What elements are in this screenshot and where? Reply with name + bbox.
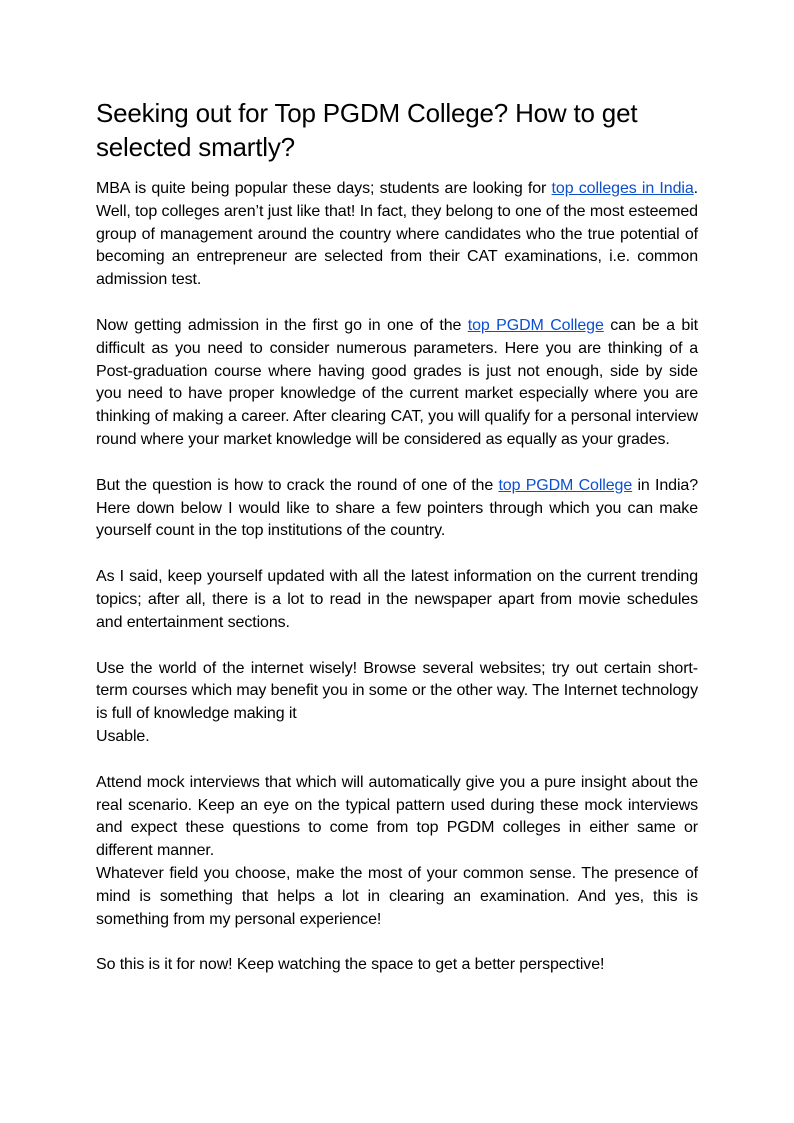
paragraph-intro-text-before: MBA is quite being popular these days; students are looking for (96, 180, 552, 197)
paragraph-internet (96, 658, 698, 749)
paragraph-admission-text-after: can be a bit difficult as you need to consider numerous parameters. Here you are thinking of a Post-graduation course where having good grades is just not enough, side by side you need to have proper knowledge of the current market especially where you are thinking of making a career. After clearing CAT, you will qualify for a personal interview round where your market knowledge will be considered as equally as your grades. (96, 316, 699, 448)
paragraph-updated: As I said, keep yourself updated with all the latest information on the current trending topics; after all, there is a lot to read in the newspaper apart from movie schedules and entertainment sections. (96, 568, 698, 631)
paragraph-admission (96, 315, 698, 452)
paragraph-mock-interviews: Attend mock interviews that which will automatically give you a pure insight about the real scenario. Keep an eye on the typical pattern used during these mock interviews and expect these questions to come from top PGDM colleges in either same or different manner. (96, 773, 698, 860)
top-pgdm-college-link[interactable]: top PGDM College (467, 316, 604, 334)
paragraph-admission-text-before: Now getting admission in the first go in one of the (96, 316, 468, 334)
paragraph-internet-line-2: Usable. (96, 727, 150, 745)
paragraph-closing: So this is it for now! Keep watching the space to get a better perspective! (96, 956, 605, 974)
page-title: Seeking out for Top PGDM College? How to get selected smartly? (96, 98, 638, 162)
paragraph-question-text-after: in India? Here down below I would like to share a few pointers through which you can make yourself count in the top institutions of the country. (96, 476, 698, 540)
paragraph-intro (96, 178, 698, 292)
paragraph-common-sense: Whatever field you choose, make the most of your common sense. The presence of mind is something that helps a lot in clearing an examination. And yes, this is something from my personal experience! (96, 864, 698, 928)
top-colleges-in-india-link[interactable]: top colleges in India (551, 180, 694, 197)
paragraph-internet-line-1: Use the world of the internet wisely! Browse several websites; try out certain short-term courses which may benefit you in some or the other way. The Internet technology is full of knowledge making it (96, 659, 698, 723)
paragraph-question-text-before: But the question is how to crack the round of one of the (96, 476, 499, 494)
top-pgdm-college-link-2[interactable]: top PGDM College (498, 476, 633, 494)
paragraph-intro-text-after: . Well, top colleges aren’t just like that! In fact, they belong to one of the most esteemed group of management around the country where candidates who the true potential of becoming an entrepreneur are selected from their CAT examinations, i.e. common admission test. (96, 180, 698, 289)
paragraph-question (96, 475, 698, 543)
